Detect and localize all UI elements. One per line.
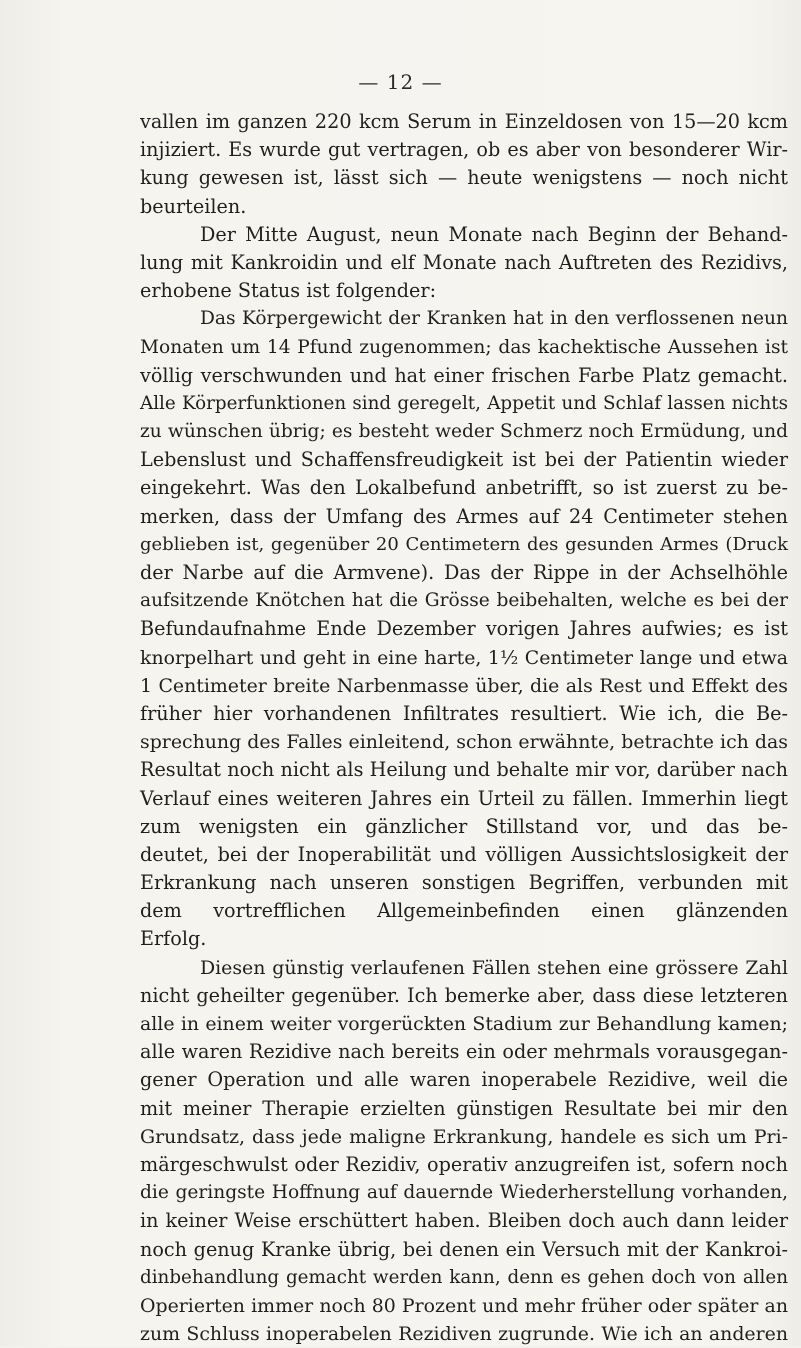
text-line: Grundsatz, dass jede maligne Erkrankung, handele es sich um Pri- [140,1125,788,1148]
text-line: sprechung des Falles einleitend, schon erwähnte, betrachte ich das [140,731,788,754]
text-line: zum wenigsten ein gänzlicher Stillstand vor, und das be- [140,814,788,838]
text-line: dem vortrefflichen Allgemeinbefinden einen glänzenden [140,899,788,923]
text-line: knorpelhart und geht in eine harte, 1½ Centimeter lange und etwa [140,646,788,669]
text-line: Diesen günstig verlaufenen Fällen stehen eine grössere Zahl [200,956,788,979]
text-line: Resultat noch nicht als Heilung und behalte mir vor, darüber nach [140,758,788,782]
text-line: Erkrankung nach unseren sonstigen Begriffen, verbunden mit [140,871,788,895]
text-line: zu wünschen übrig; es besteht weder Schmerz noch Ermüdung, und [140,421,788,443]
page-number: — 12 — [358,70,443,94]
text-line: alle waren Rezidive nach bereits ein oder mehrmals vorausgegan- [140,1040,788,1064]
text-line: injiziert. Es wurde gut vertragen, ob es aber von besonderer Wir- [140,138,788,162]
text-line: Verlauf eines weiteren Jahres ein Urteil zu fällen. Immerhin liegt [140,786,788,810]
text-line: Alle Körperfunktionen sind geregelt, Appetit und Schlaf lassen nichts [140,392,788,414]
text-line: Der Mitte August, neun Monate nach Beginn der Behand- [200,222,788,246]
text-line: Erfolg. [140,927,207,951]
text-line: Operierten immer noch 80 Prozent und mehr früher oder später an [140,1294,788,1317]
text-line: kung gewesen ist, lässt sich — heute wenigstens — noch nicht [140,166,788,190]
body-text [140,108,788,1348]
text-line: erhobene Status ist folgender: [140,279,437,303]
text-line: eingekehrt. Was den Lokalbefund anbetrifft, so ist zuerst zu be- [140,476,788,500]
text-line: deutet, bei der Inoperabilität und völligen Aussichtslosigkeit der [140,842,788,866]
text-line: beurteilen. [140,194,247,218]
text-line: merken, dass der Umfang des Armes auf 24 Centimeter stehen [140,504,788,528]
text-line: märgeschwulst oder Rezidiv, operativ anzugreifen ist, sofern noch [140,1152,788,1176]
text-line: die geringste Hoffnung auf dauernde Wiederherstellung vorhanden, [140,1182,788,1204]
text-line: Lebenslust und Schaffensfreudigkeit ist bei der Patientin wieder [140,448,788,472]
text-line: 1 Centimeter breite Narbenmasse über, die als Rest und Effekt des [140,674,788,697]
text-line: dinbehandlung gemacht werden kann, denn es gehen doch von allen [140,1266,788,1288]
text-line: früher hier vorhandenen Infiltrates resultiert. Wie ich, die Be- [140,701,788,725]
text-line: noch genug Kranke übrig, bei denen ein Versuch mit der Kankroi- [140,1237,788,1261]
text-line: völlig verschwunden und hat einer frischen Farbe Platz gemacht. [140,363,788,387]
text-line: vallen im ganzen 220 kcm Serum in Einzeldosen von 15—20 kcm [140,110,788,133]
text-line: in keiner Weise erschüttert haben. Bleiben doch auch dann leider [140,1209,788,1233]
text-line: zum Schluss inoperabelen Rezidiven zugrunde. Wie ich an anderen [140,1323,788,1346]
text-line: Befundaufnahme Ende Dezember vorigen Jahres aufwies; es ist [140,617,788,641]
text-line: der Narbe auf die Armvene). Das der Rippe in der Achselhöhle [140,561,788,584]
text-line: Monaten um 14 Pfund zugenommen; das kachektische Aussehen ist [140,336,788,358]
text-line: nicht geheilter gegenüber. Ich bemerke aber, dass diese letzteren [140,983,788,1007]
text-line: geblieben ist, gegenüber 20 Centimetern des gesunden Armes (Druck [140,533,788,555]
text-line: alle in einem weiter vorgerückten Stadium zur Behandlung kamen; [140,1013,788,1035]
text-line: gener Operation und alle waren inoperabele Rezidive, weil die [140,1068,788,1092]
text-line: mit meiner Therapie erzielten günstigen Resultate bei mir den [140,1096,788,1120]
text-line: lung mit Kankroidin und elf Monate nach Auftreten des Rezidivs, [140,250,788,274]
text-line: Das Körpergewicht der Kranken hat in den verflossenen neun [200,308,788,330]
text-line: aufsitzende Knötchen hat die Grösse beibehalten, welche es bei der [140,590,788,612]
